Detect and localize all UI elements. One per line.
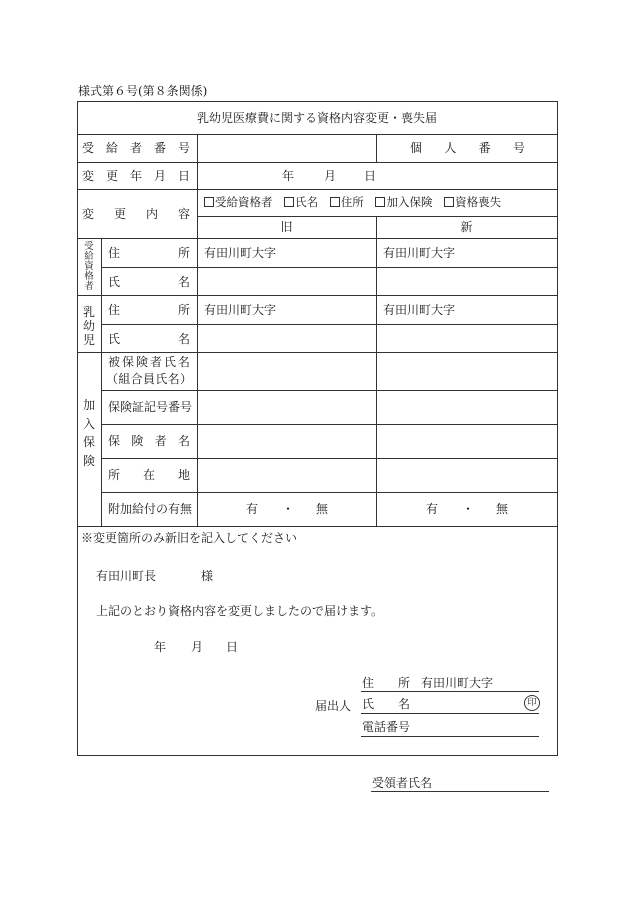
recipient-number-field[interactable]: [198, 136, 375, 161]
rule: [101, 458, 557, 459]
form-number-label: 様式第６号(第８条関係): [78, 84, 208, 98]
recipient-old-name-field[interactable]: [198, 269, 375, 294]
insured-old-name-field[interactable]: [198, 354, 375, 389]
rule: [77, 134, 557, 135]
recipient-old-address[interactable]: 有田川町大字: [204, 246, 277, 260]
option-loss[interactable]: 資格喪失: [444, 195, 501, 209]
rule: [101, 324, 557, 325]
change-options: [204, 197, 501, 209]
date-day-label: 日: [364, 169, 377, 183]
member-name-label: （ 組 合 員 氏 名 ）: [106, 372, 192, 386]
address-underline: [361, 691, 539, 692]
old-column-header: 旧: [280, 220, 293, 234]
option-recipient[interactable]: 受給資格者: [204, 195, 273, 209]
date-year-label: 年: [282, 169, 295, 183]
applicant-name-field[interactable]: [420, 694, 520, 712]
infant-old-name-field[interactable]: [198, 326, 375, 351]
location-old-field[interactable]: [198, 460, 375, 491]
infant-section-label: 乳 幼 児: [82, 305, 95, 347]
option-address[interactable]: 住所: [330, 195, 364, 209]
card-number-label: 保険証記号番号: [108, 400, 193, 414]
addressee: 有田川町長: [96, 569, 157, 583]
recipient-new-address[interactable]: 有田川町大字: [383, 246, 456, 260]
rule: [101, 238, 102, 526]
rule: [77, 238, 557, 239]
option-name[interactable]: 氏名: [284, 195, 318, 209]
infant-name-label: 氏 名: [108, 332, 190, 346]
seal-icon: 印: [524, 695, 540, 711]
rule: [197, 216, 557, 217]
rule: [101, 492, 557, 493]
infant-old-address[interactable]: 有田川町大字: [204, 303, 277, 317]
date-month-label: 月: [324, 169, 337, 183]
card-number-new-field[interactable]: [377, 392, 555, 423]
recipient-address-label: 住 所: [108, 246, 190, 260]
rule: [101, 424, 557, 425]
recipient-name-label: 氏 名: [108, 275, 190, 289]
checkbox-icon[interactable]: [284, 197, 294, 207]
infant-new-address[interactable]: 有田川町大字: [383, 303, 456, 317]
insurance-section-label: 加 入 保 険: [82, 398, 95, 468]
checkbox-icon[interactable]: [444, 197, 454, 207]
receiver-label: 受領者氏名: [372, 776, 433, 790]
insurer-old-field[interactable]: [198, 426, 375, 457]
submit-year: 年: [154, 640, 167, 654]
rule: [101, 267, 557, 268]
receiver-name-field[interactable]: [432, 774, 548, 790]
applicant-label: 届出人: [315, 699, 352, 713]
applicant-name-label: 氏 名: [362, 697, 410, 711]
applicant-address-label: 住 所: [362, 676, 410, 690]
rule: [77, 189, 557, 190]
insurer-new-field[interactable]: [377, 426, 555, 457]
rule: [77, 162, 557, 163]
rule: [101, 390, 557, 391]
name-underline: [361, 713, 539, 714]
new-benefit-yes[interactable]: 有: [426, 502, 439, 516]
submit-day: 日: [226, 640, 239, 654]
location-label: 所 在 地: [108, 468, 190, 482]
additional-benefit-label: 附加給付の有無: [108, 502, 193, 516]
new-column-header: 新: [460, 220, 473, 234]
insured-new-name-field[interactable]: [377, 354, 555, 389]
form-title: 乳幼児医療費に関する資格内容変更・喪失届: [196, 111, 437, 125]
recipient-section-label: 受 給 資 格 者: [84, 241, 94, 292]
rule: [77, 526, 557, 527]
old-benefit-yes[interactable]: 有: [246, 502, 259, 516]
insured-name-label: 被 保 険 者 氏 名: [108, 355, 190, 369]
new-benefit-separator: ・: [462, 502, 475, 516]
checkbox-icon[interactable]: [375, 197, 385, 207]
applicant-phone-field[interactable]: [420, 717, 538, 735]
checkbox-icon[interactable]: [330, 197, 340, 207]
rule: [77, 352, 557, 353]
rule: [77, 295, 557, 296]
receiver-underline: [371, 791, 549, 792]
applicant-phone-label: 電話番号: [362, 720, 411, 734]
honorific: 様: [201, 569, 214, 583]
checkbox-icon[interactable]: [204, 197, 214, 207]
personal-number-label: 個 人 番 号: [410, 141, 525, 155]
statement-text: 上記のとおり資格内容を変更しましたので届けます。: [96, 604, 384, 618]
card-number-old-field[interactable]: [198, 392, 375, 423]
phone-underline: [361, 736, 539, 737]
old-benefit-no[interactable]: 無: [316, 502, 329, 516]
new-benefit-no[interactable]: 無: [496, 502, 509, 516]
change-date-label: 変 更 年 月 日: [82, 169, 190, 183]
notice-text: ※変更箇所のみ新旧を記入してください: [81, 531, 298, 545]
old-benefit-separator: ・: [282, 502, 295, 516]
infant-new-name-field[interactable]: [377, 326, 555, 351]
recipient-new-name-field[interactable]: [377, 269, 555, 294]
option-insurance[interactable]: 加入保険: [375, 195, 432, 209]
recipient-number-label: 受 給 者 番 号: [82, 141, 190, 155]
insurer-label: 保 険 者 名: [108, 434, 190, 448]
infant-address-label: 住 所: [108, 303, 190, 317]
change-content-label: 変 更 内 容: [82, 207, 190, 221]
personal-number-field[interactable]: [377, 136, 555, 161]
applicant-address-value[interactable]: 有田川町大字: [421, 676, 494, 690]
location-new-field[interactable]: [377, 460, 555, 491]
submit-month: 月: [191, 640, 204, 654]
change-date-field[interactable]: [198, 164, 555, 188]
